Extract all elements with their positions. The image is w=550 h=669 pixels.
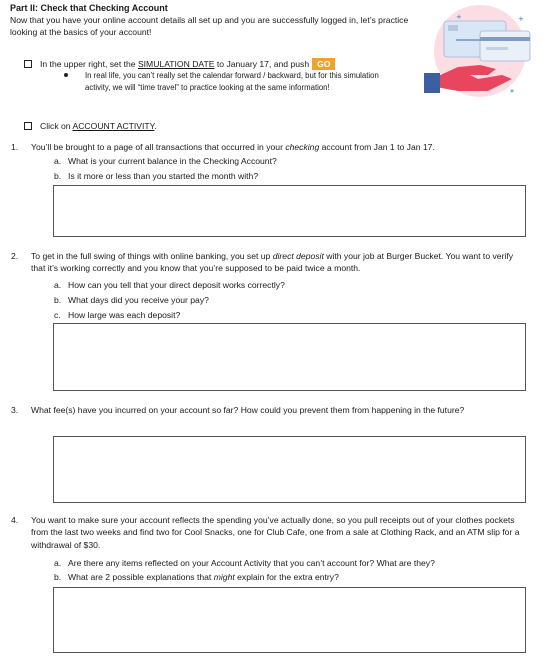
simulation-date-link: SIMULATION DATE (137, 59, 215, 69)
question-4b (54, 571, 339, 583)
svg-text:+: + (456, 13, 462, 21)
sub-question-text: What is your current balance in the Checking Account? (68, 156, 277, 166)
question-1b (54, 170, 259, 182)
sub-letter: b. (54, 572, 62, 582)
sub-question-text: What are 2 possible explanations that (68, 572, 214, 582)
question-2b (54, 294, 209, 306)
sub-question-text: Is it more or less than you started the month with? (68, 171, 259, 181)
question-1 (11, 141, 521, 153)
question-number: 3. (11, 405, 19, 415)
answer-box-3[interactable] (53, 436, 526, 503)
instruction-text: In the upper right, set the (40, 59, 138, 69)
question-text-italic: checking (285, 142, 320, 152)
question-4 (11, 514, 523, 551)
instruction-text: to January 17, and push (214, 59, 310, 69)
sub-question-text: Are there any items reflected on your Account Activity that you can’t account for? What are they? (68, 558, 435, 568)
instruction-account-activity (24, 120, 157, 132)
question-number: 1. (11, 142, 19, 152)
answer-box-1[interactable] (53, 185, 526, 237)
svg-text:*: * (510, 88, 514, 97)
sub-question-text: explain for the extra entry? (234, 572, 339, 582)
question-text: What fee(s) have you incurred on your account so far? How could you prevent them from happening in the future? (31, 405, 465, 415)
sub-letter: a. (54, 558, 62, 568)
section-title: Part II: Check that Checking Account (10, 3, 168, 13)
instruction-text: Click on (40, 121, 73, 131)
question-text: with your job at Burger Bucket. You want to verify that it’s working correctly and you know that you’re supposed to be paid twice a month. (31, 251, 514, 274)
question-2c (54, 309, 181, 321)
go-button: GO (312, 58, 335, 70)
simulation-note: In real life, you can’t really set the calendar forward / backward, but for this simulation activity, we will “time travel” to practice looking at the same information! (85, 71, 379, 92)
answer-box-2[interactable] (53, 323, 526, 391)
question-3 (11, 404, 511, 416)
svg-text:+: + (518, 15, 524, 23)
sub-letter: a. (54, 280, 62, 290)
question-text: account from Jan 1 to Jan 17. (319, 142, 435, 152)
question-text: You want to make sure your account reflects the spending you’ve actually done, so you pull receipts out of your clothes pockets from the last two weeks and find two for Cool Snacks, one for Club Cafe, one from a sale at Clothing Rack, and an ATM slip for a withdrawal of $30. (31, 515, 520, 550)
instruction-set-date (24, 58, 335, 70)
question-number: 2. (11, 251, 19, 261)
sub-question-text: How large was each deposit? (68, 310, 181, 320)
instruction-text: . (154, 121, 157, 131)
question-text: To get in the full swing of things with online banking, you set up (31, 251, 273, 261)
checkbox-square-icon (24, 122, 32, 130)
sub-question-text-italic: might (213, 572, 235, 582)
sub-letter: c. (54, 310, 61, 320)
question-2 (11, 250, 519, 275)
intro-paragraph: Now that you have your online account details all set up and you are successfully logged in, let’s practice looking at the basics of your account! (10, 15, 409, 38)
question-2a (54, 279, 285, 291)
question-number: 4. (11, 515, 19, 525)
question-text: You’ll be brought to a page of all transactions that occurred in your (31, 142, 286, 152)
sub-question-text: What days did you receive your pay? (68, 295, 209, 305)
sub-letter: a. (54, 156, 62, 166)
answer-box-4[interactable] (53, 587, 526, 653)
hand-holding-credit-card-icon (418, 3, 536, 103)
sub-letter: b. (54, 295, 62, 305)
sub-letter: b. (54, 171, 62, 181)
sub-question-text: How can you tell that your direct deposit works correctly? (68, 280, 285, 290)
question-text-italic: direct deposit (272, 251, 324, 261)
question-4a (54, 557, 435, 569)
question-1a (54, 155, 277, 167)
checkbox-square-icon (24, 60, 32, 68)
account-activity-link: ACCOUNT ACTIVITY (72, 121, 155, 131)
